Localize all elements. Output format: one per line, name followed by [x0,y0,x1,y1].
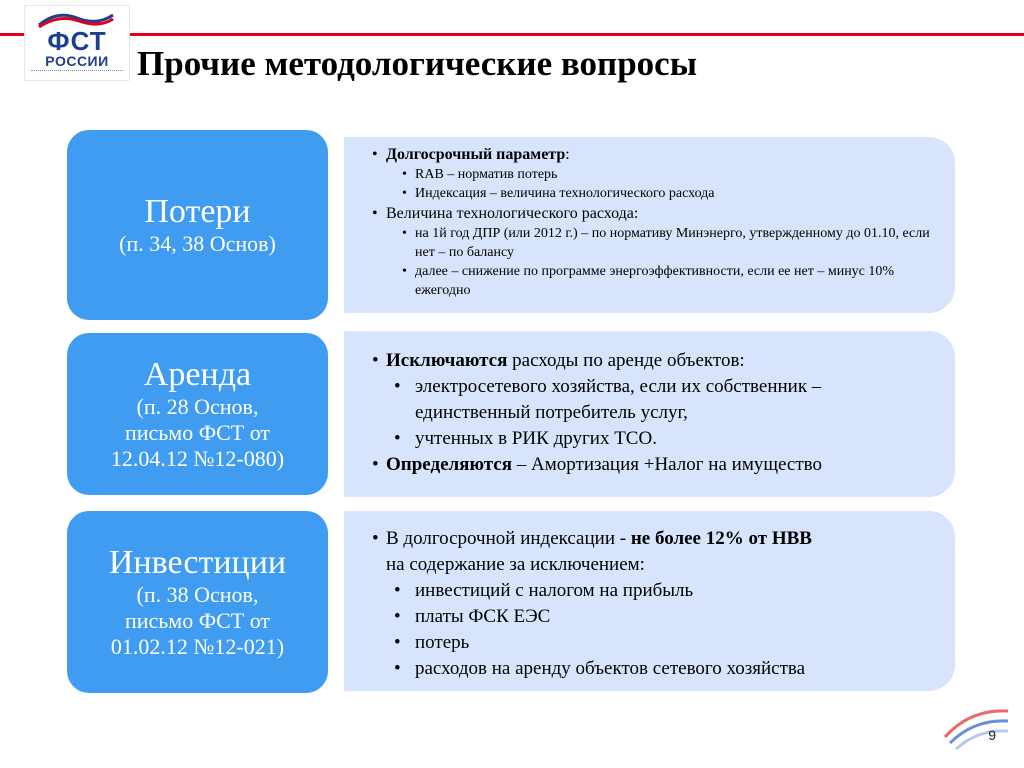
fst-logo [24,5,130,81]
label-investments-sub-1: (п. 38 Основ, [136,582,259,607]
list-item: • Величина технологического расхода: [368,203,935,224]
list-item [368,452,935,478]
label-losses-sub: (п. 34, 38 Основ) [119,231,276,256]
label-rent-title: Аренда [143,356,252,393]
term-suffix: расходы по аренде объектов: [507,350,745,371]
label-investments-sub-2: письмо ФСТ от [124,608,271,633]
logo-text-fst: ФСТ [47,26,107,56]
list-subitem: • Индексация – величина технологического расхода [368,184,935,203]
list-subitem: • потерь [368,630,935,656]
term-suffix: : [565,146,570,163]
label-rent-sub-3: 12.04.12 №12-080) [110,446,285,471]
list-subitem: • инвестиций с налогом на прибыль [368,578,935,604]
content-investments [344,511,955,691]
label-losses [67,130,328,320]
label-investments-sub-3: 01.02.12 №12-021) [110,634,285,659]
label-losses-title: Потери [144,193,251,230]
list-subitem: • далее – снижение по программе энергоэффективности, если ее нет – минус 10% ежегодно [368,262,935,300]
bold-term: Исключаются [386,350,508,371]
list-item [368,526,935,552]
bold-term: Определяются [386,454,513,475]
list-subitem: • расходов на аренду объектов сетевого хозяйства [368,656,935,682]
list-item-continuation: на содержание за исключением: [386,554,645,575]
bold-term: Долгосрочный параметр [386,146,566,163]
logo-text-russia: РОССИИ [45,53,109,69]
label-investments [67,511,328,693]
page-number: 9 [988,727,996,743]
list-subitem: • RAB – норматив потерь [368,165,935,184]
content-losses [344,137,955,313]
list-subitem: • на 1й год ДПР (или 2012 г.) – по нормативу Минэнерго, утвержденному до 01.10, если нет – по балансу [368,224,935,262]
label-rent [67,333,328,495]
bold-term: не более 12% от НВВ [630,528,812,549]
swoosh-decoration-icon [940,697,1010,752]
list-subitem: • платы ФСК ЕЭС [368,604,935,630]
header-red-line [0,33,1024,36]
list-item [368,144,935,165]
list-item [368,348,935,374]
list-subitem: • электросетевого хозяйства, если их собственник – единственный потребитель услуг, [368,374,935,426]
label-rent-sub-2: письмо ФСТ от [124,420,271,445]
logo-subtext [31,70,123,74]
item-prefix: В долгосрочной индексации - [386,528,631,549]
label-investments-title: Инвестиции [108,544,287,581]
page-title: Прочие методологические вопросы [137,44,698,83]
content-rent [344,331,955,497]
label-rent-sub-1: (п. 28 Основ, [136,394,259,419]
term-suffix: – Амортизация +Налог на имущество [512,454,822,475]
list-subitem: • учтенных в РИК других ТСО. [368,426,935,452]
